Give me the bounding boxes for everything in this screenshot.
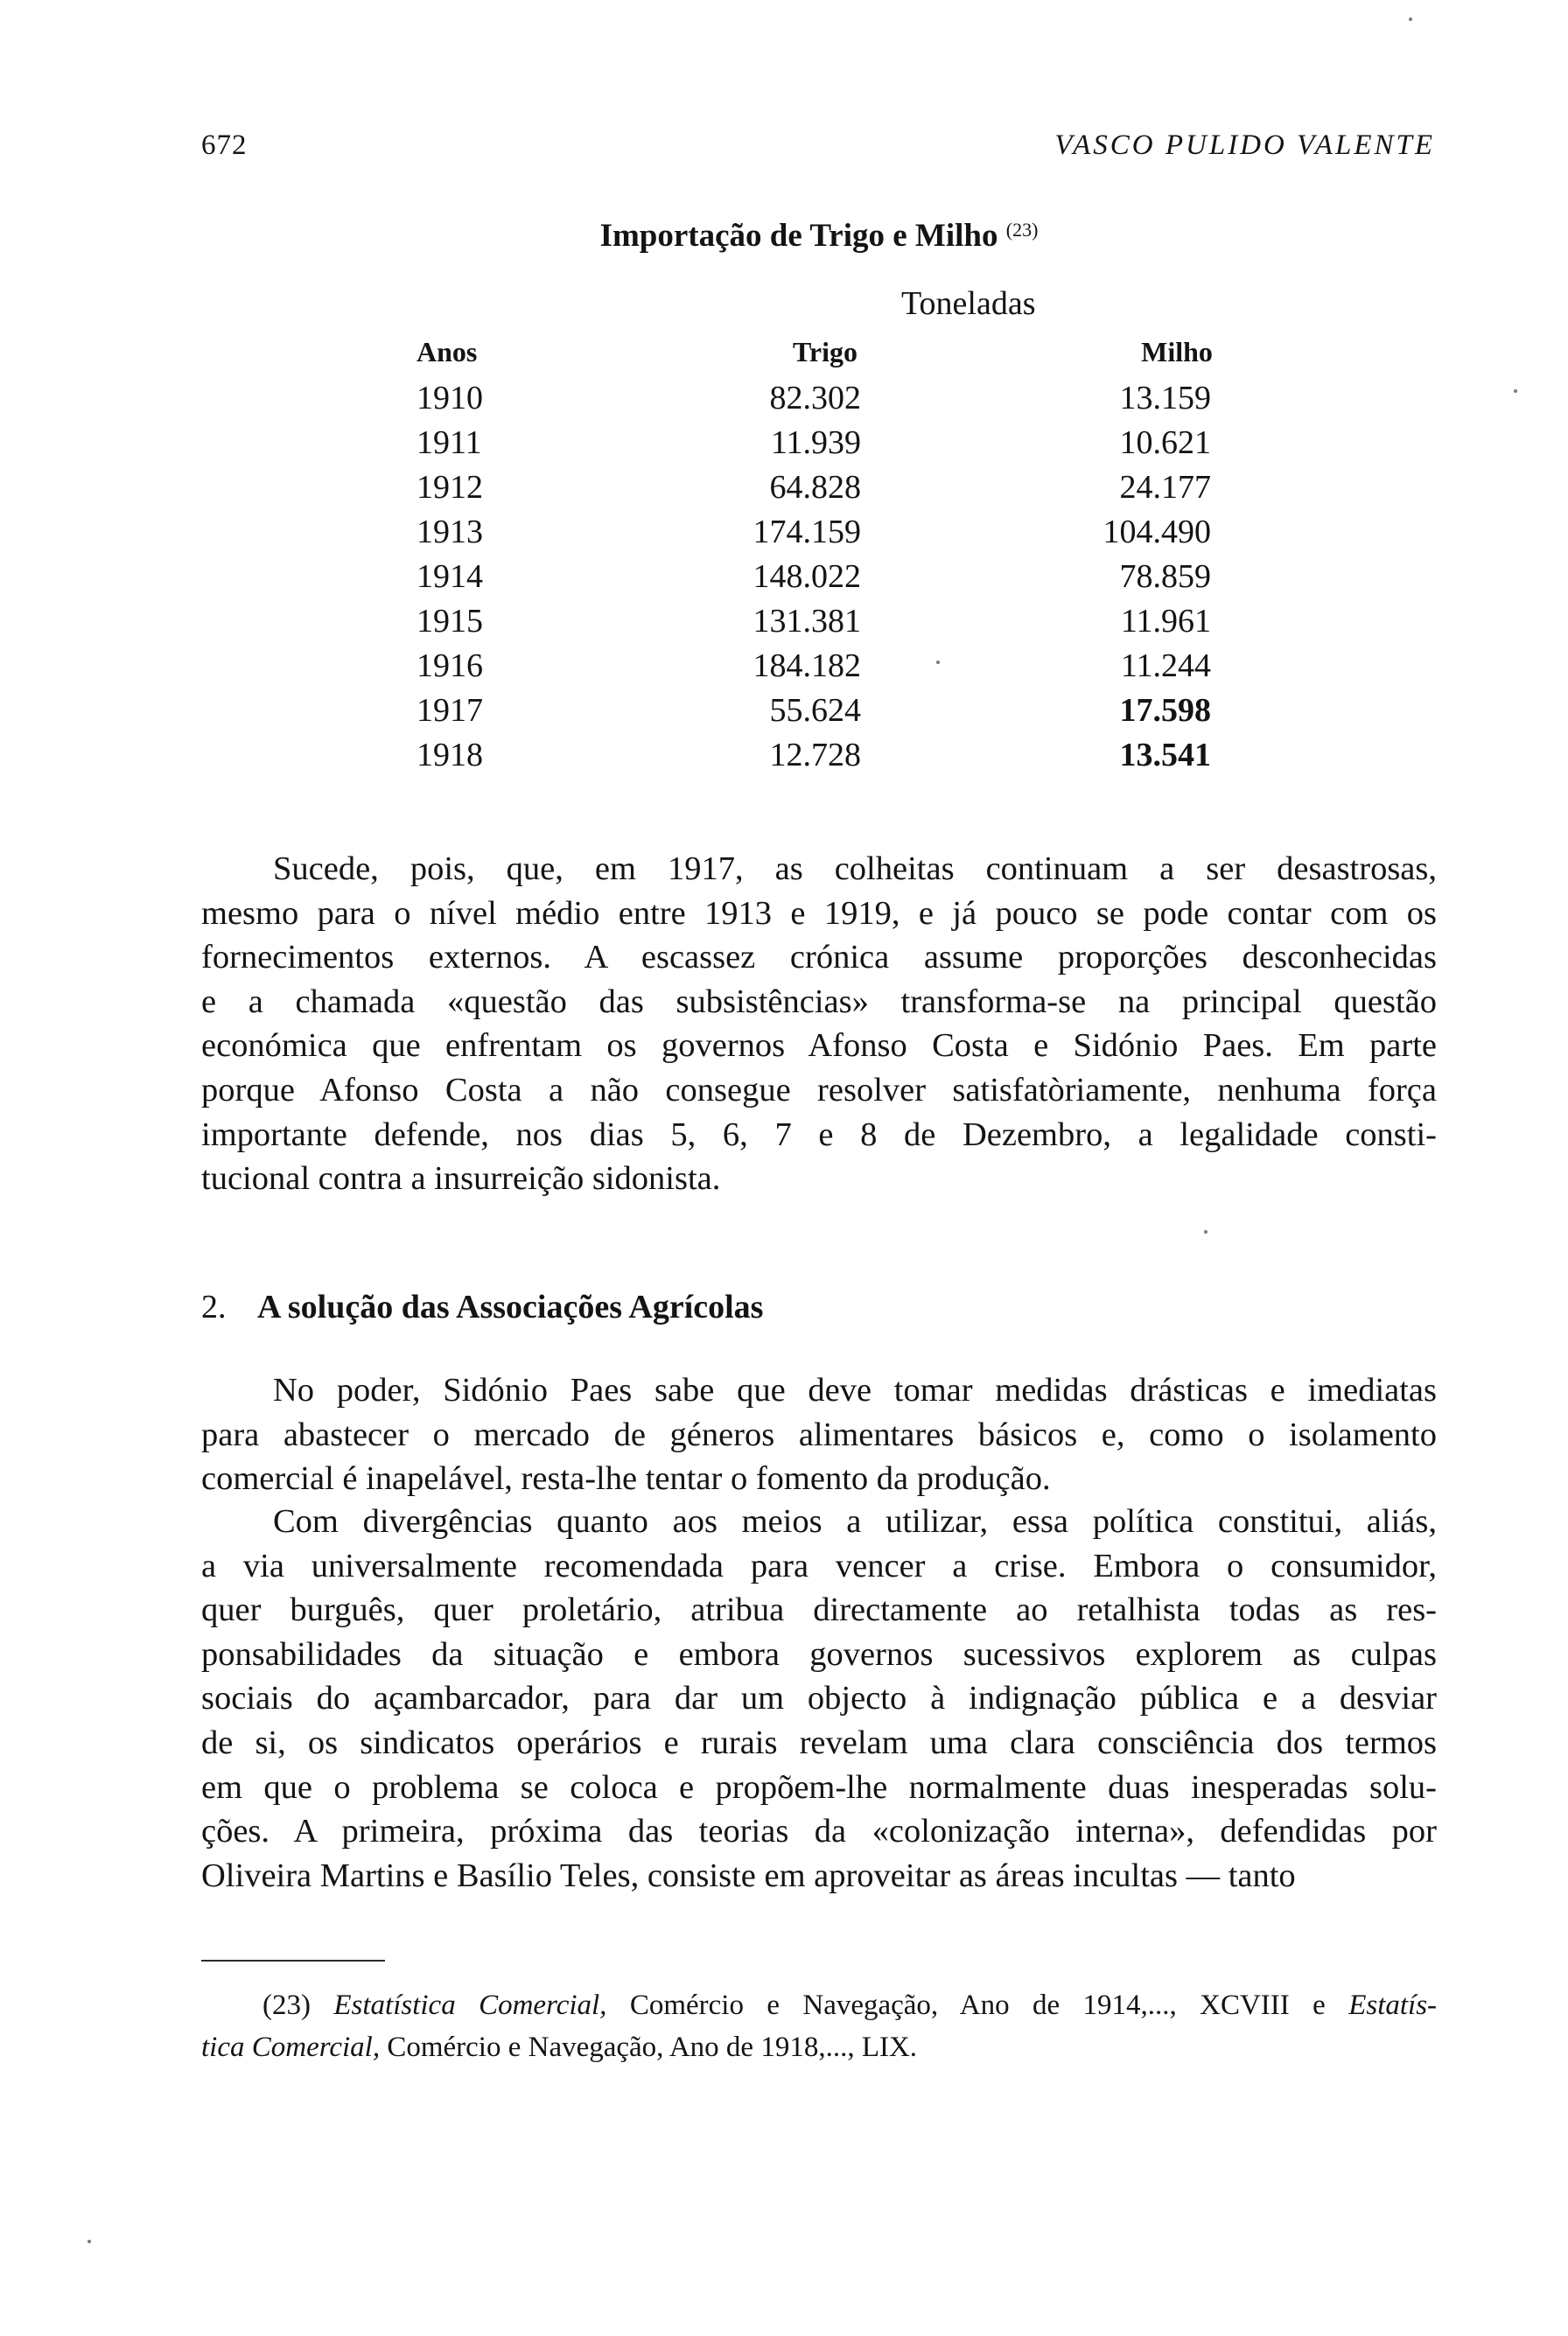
text-line: sociais do açambarcador, para dar um objecto à indignação pública e a desviar <box>201 1680 1437 1717</box>
milho-cell: 13.541 <box>1119 737 1211 773</box>
text-line: importante defende, nos dias 5, 6, 7 e 8 de Dezembro, a legalidade consti- <box>201 1116 1437 1153</box>
table-row <box>0 555 1568 599</box>
text-line: ções. A primeira, próxima das teorias da «colonização interna», defendidas por <box>201 1813 1437 1850</box>
table-row <box>0 733 1568 778</box>
footnote-italic: Estatís- <box>1348 1990 1438 2021</box>
text-line: económica que enfrentam os governos Afonso Costa e Sidónio Paes. Em parte <box>201 1027 1437 1065</box>
year-cell: 1918 <box>416 737 483 773</box>
section-heading <box>201 1288 763 1326</box>
milho-cell: 24.177 <box>1119 469 1211 506</box>
text-line: Oliveira Martins e Basílio Teles, consiste em aproveitar as áreas incultas — tanto <box>201 1857 1296 1894</box>
trigo-cell: 11.939 <box>770 424 861 461</box>
paragraph-production-policy <box>201 1500 1437 1898</box>
paragraph-subsistence-crisis <box>201 847 1437 1201</box>
year-cell: 1910 <box>416 380 483 416</box>
footnote-text: Comércio e Navegação, Ano de 1914,..., XCVIII e <box>629 1990 1326 2021</box>
year-cell: 1914 <box>416 558 483 595</box>
scan-speck <box>1409 17 1412 21</box>
table-row <box>0 421 1568 465</box>
table-row <box>0 510 1568 555</box>
trigo-cell: 174.159 <box>752 514 861 550</box>
milho-cell: 11.244 <box>1120 647 1211 684</box>
text-line: fornecimentos externos. A escassez crónica assume proporções desconhecidas <box>201 939 1437 976</box>
trigo-cell: 82.302 <box>769 380 861 416</box>
footnote-italic: Estatística Comercial, <box>333 1990 607 2021</box>
table-title <box>201 217 1437 255</box>
trigo-cell: 131.381 <box>752 603 861 640</box>
text-line: e a chamada «questão das subsistências» transforma-se na principal questão <box>201 983 1437 1020</box>
milho-cell: 104.490 <box>1102 514 1211 550</box>
table-row <box>0 644 1568 689</box>
footnote-text: Comércio e Navegação, Ano de 1918,..., LIX. <box>387 2032 918 2063</box>
milho-cell: 11.961 <box>1120 603 1211 640</box>
trigo-cell: 55.624 <box>769 692 861 729</box>
text-line: em que o problema se coloca e propõem-lhe normalmente duas inesperadas solu- <box>201 1768 1437 1806</box>
footnote-marker: (23) <box>262 1990 311 2021</box>
section-title: A solução das Associações Agrícolas <box>257 1289 764 1325</box>
scan-speck <box>936 661 940 664</box>
footnote-italic: tica Comercial, <box>201 2032 381 2063</box>
text-line: a via universalmente recomendada para vencer a crise. Embora o consumidor, <box>201 1547 1437 1584</box>
table-row <box>0 465 1568 510</box>
milho-cell: 78.859 <box>1119 558 1211 595</box>
footnote-23 <box>201 1984 1437 2068</box>
scan-speck <box>88 2240 91 2243</box>
table-footnote-ref: (23) <box>1005 219 1039 241</box>
running-head-author: VASCO PULIDO VALENTE <box>1054 129 1435 161</box>
text-line: quer burguês, quer proletário, atribua directamente ao retalhista todas as res- <box>201 1591 1437 1629</box>
page-number: 672 <box>201 129 248 161</box>
table-row <box>0 376 1568 421</box>
year-cell: 1916 <box>416 647 483 684</box>
milho-cell: 10.621 <box>1119 424 1211 461</box>
trigo-cell: 148.022 <box>752 558 861 595</box>
text-line: Com divergências quanto aos meios a utilizar, essa política constitui, aliás, <box>273 1503 1437 1540</box>
column-header-years: Anos <box>416 336 478 367</box>
milho-cell: 17.598 <box>1119 692 1211 729</box>
table-body <box>0 376 1568 778</box>
text-line: ponsabilidades da situação e embora governos sucessivos explorem as culpas <box>201 1635 1437 1673</box>
trigo-cell: 64.828 <box>769 469 861 506</box>
text-line: porque Afonso Costa a não consegue resolver satisfatòriamente, nenhuma força <box>201 1071 1437 1109</box>
year-cell: 1912 <box>416 469 483 506</box>
text-line: Sucede, pois, que, em 1917, as colheitas continuam a ser desastrosas, <box>273 850 1437 887</box>
trigo-cell: 184.182 <box>752 647 861 684</box>
year-cell: 1917 <box>416 692 483 729</box>
footnote-line <box>201 2026 1437 2068</box>
footnote-rule <box>201 1960 385 1962</box>
footnote-line <box>201 1984 1437 2026</box>
text-line: comercial é inapelável, resta-lhe tentar o fomento da produção. <box>201 1460 1051 1498</box>
text-line: de si, os sindicatos operários e rurais revelam uma clara consciência dos termos <box>201 1724 1437 1761</box>
trigo-cell: 12.728 <box>769 737 861 773</box>
column-header-milho: Milho <box>1141 336 1213 367</box>
table-units-label: Toneladas <box>901 285 1036 322</box>
scan-speck <box>1514 389 1517 393</box>
year-cell: 1915 <box>416 603 483 640</box>
milho-cell: 13.159 <box>1119 380 1211 416</box>
section-number: 2. <box>201 1289 227 1325</box>
column-header-trigo: Trigo <box>792 336 858 367</box>
text-line: No poder, Sidónio Paes sabe que deve tomar medidas drásticas e imediatas <box>273 1372 1437 1409</box>
table-row <box>0 689 1568 733</box>
table-row <box>0 599 1568 644</box>
year-cell: 1913 <box>416 514 483 550</box>
year-cell: 1911 <box>416 424 482 461</box>
scan-speck <box>1204 1230 1208 1234</box>
text-line: para abastecer o mercado de géneros alimentares básicos e, como o isolamento <box>201 1416 1437 1453</box>
paragraph-sidonio-measures <box>201 1368 1437 1501</box>
text-line: mesmo para o nível médio entre 1913 e 1919, e já pouco se pode contar com os <box>201 894 1437 932</box>
table-title-text: Importação de Trigo e Milho <box>599 218 998 254</box>
text-line: tucional contra a insurreição sidonista. <box>201 1160 721 1198</box>
